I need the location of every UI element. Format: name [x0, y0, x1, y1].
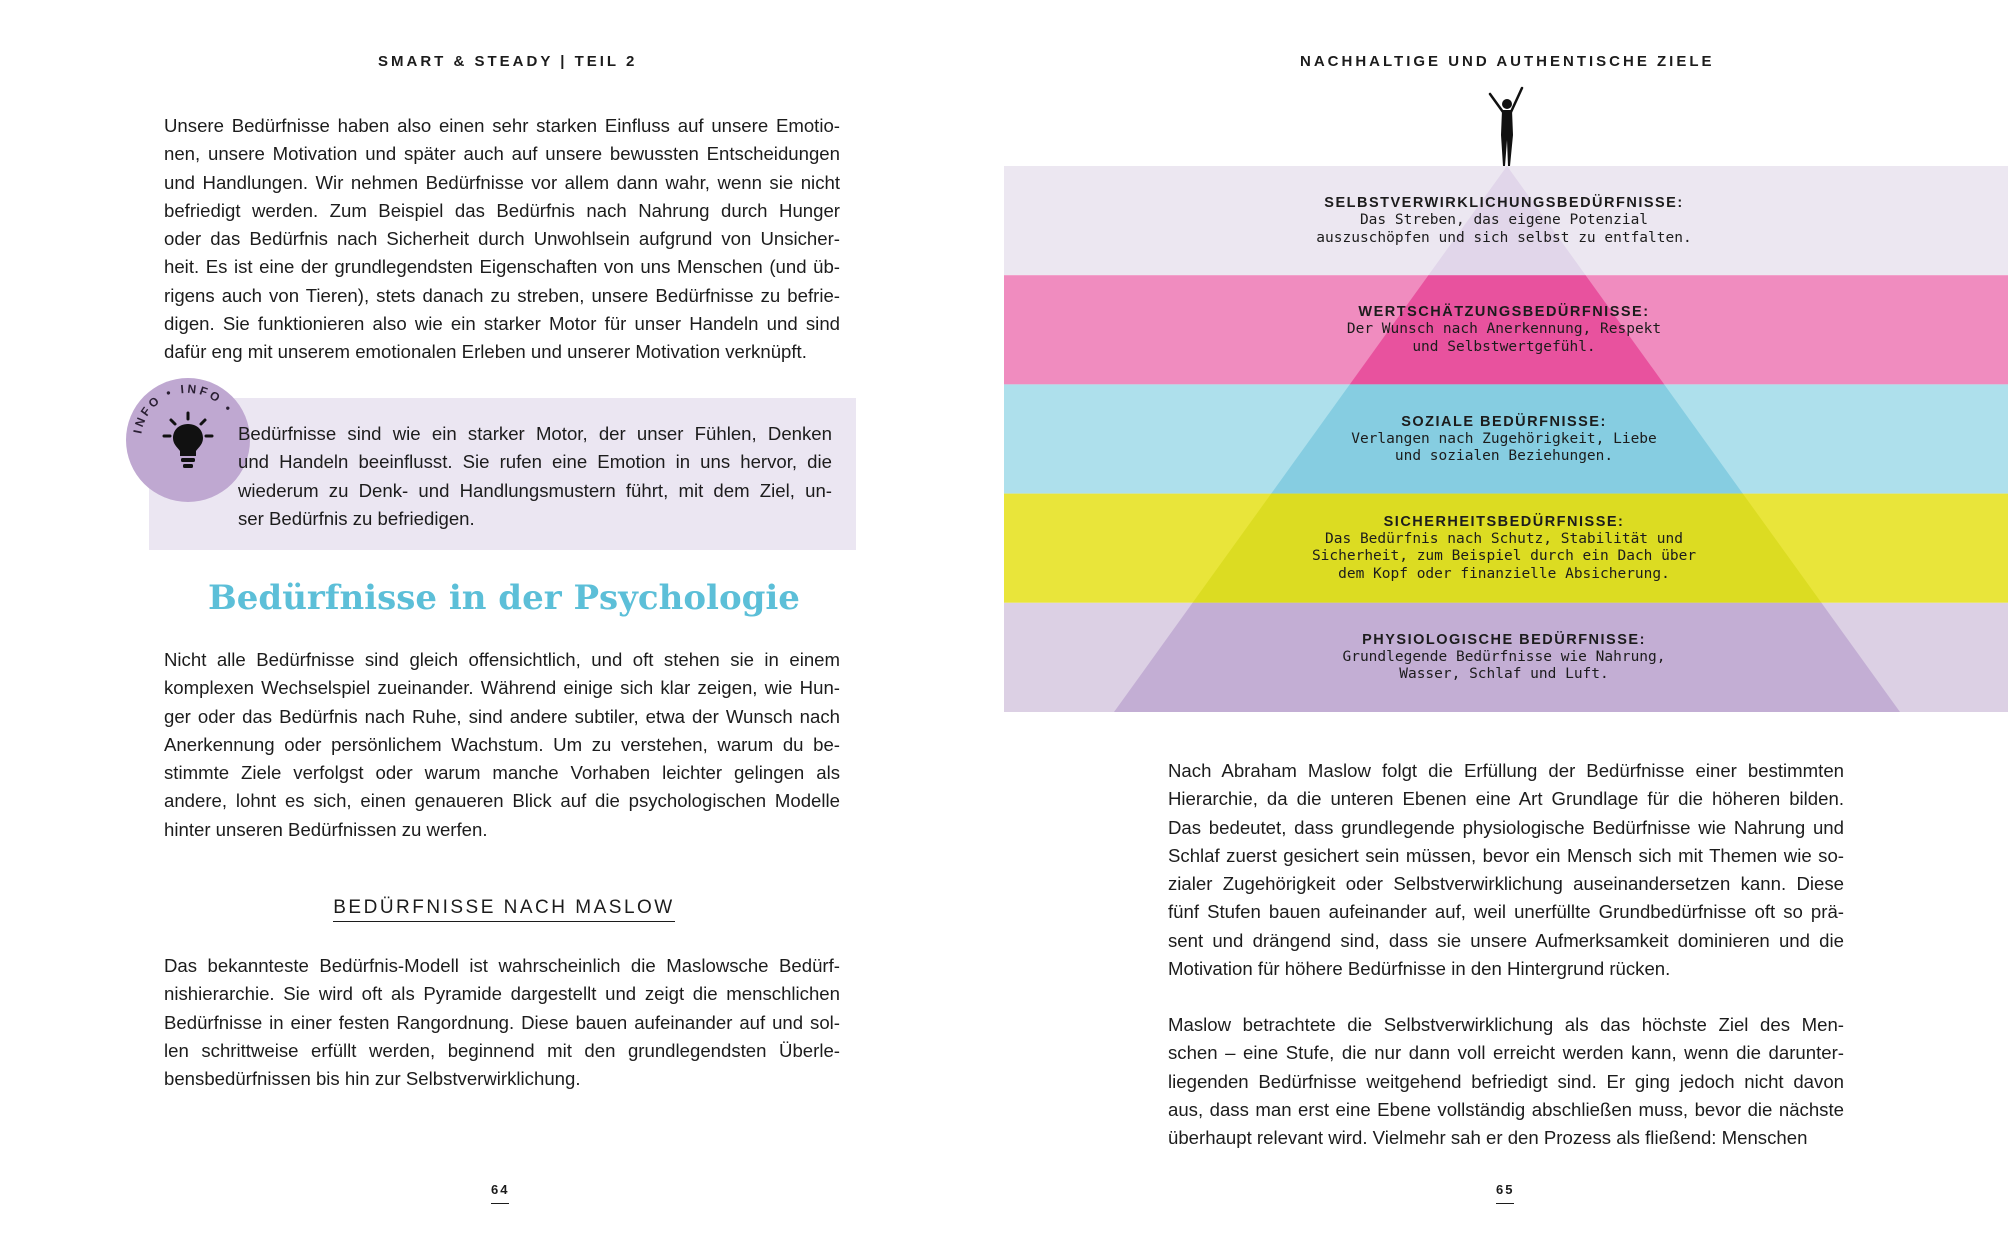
text-line: bensbedürfnissen bis hin zur Selbstverwirklichung.	[164, 1068, 581, 1090]
text-line: Das bedeutet, dass grundlegende physiologische Bedürfnisse wie Nahrung und	[1168, 816, 1844, 838]
text-line: rigens auch von Tieren), stets danach zu streben, unsere Bedürfnisse zu befrie-	[164, 284, 840, 306]
svg-text:INFO • INFO •: INFO • INFO •	[130, 381, 237, 435]
pyramid-level-label	[1244, 194, 1764, 247]
page-number-left: 64	[491, 1182, 509, 1204]
text-line: Hierarchie, da die unteren Ebenen eine Art Grundlage für die höheren bilden.	[1168, 788, 1844, 810]
text-line: Das bekannteste Bedürfnis-Modell ist wahrscheinlich die Maslowsche Bedürf-	[164, 955, 840, 976]
text-line: befriedigt werden. Zum Beispiel das Bedürfnis nach Nahrung durch Hunger	[164, 199, 840, 221]
pyramid-level-description: Das Bedürfnis nach Schutz, Stabilität und	[1325, 530, 1683, 547]
pyramid-level-title: WERTSCHÄTZUNGSBEDÜRFNISSE:	[1358, 304, 1650, 321]
text-line: und Handlungen. Wir nehmen Bedürfnisse vor allem dann wahr, wenn sie nicht	[164, 171, 840, 193]
pyramid-level-description: und sozialen Beziehungen.	[1394, 448, 1614, 464]
maslow-paragraph	[164, 952, 840, 1093]
intro-paragraph	[164, 112, 840, 367]
text-line: andere, lohnt es sich, einen genaueren Blick auf die psychologischen Modelle	[164, 790, 840, 812]
text-line: schen – eine Stufe, die nur dann voll erreicht werden kann, wenn die darunter-	[1168, 1042, 1844, 1064]
section-title: Bedürfnisse in der Psychologie	[208, 578, 800, 618]
text-line: nen, unsere Motivation und später auch auf unsere bewussten Entscheidungen	[164, 143, 840, 165]
pyramid-level-title: PHYSIOLOGISCHE BEDÜRFNISSE:	[1362, 631, 1646, 648]
text-line: digen. Sie funktionieren also wie ein starker Motor für unser Handeln und sind	[164, 313, 840, 335]
text-line: nishierarchie. Sie wird oft als Pyramide dargestellt und zeigt die menschlichen	[164, 983, 840, 1005]
text-line: Schlaf zuerst gesichert sein müssen, bevor ein Mensch sich mit Themen wie so-	[1168, 844, 1844, 866]
person-figure-icon	[1490, 88, 1522, 166]
pyramid-level-description: und Selbstwertgefühl.	[1412, 338, 1596, 355]
info-text	[238, 420, 832, 533]
subheading-maslow	[164, 897, 844, 919]
pyramid-level-description: Der Wunsch nach Anerkennung, Respekt	[1346, 321, 1662, 338]
text-line: liegenden Bedürfnisse weitgehend befriedigt sind. Er ging jedoch nicht davon	[1168, 1070, 1844, 1092]
text-line: sent und drängend sind, dass sie unsere Aufmerksamkeit dominieren und die	[1168, 929, 1844, 951]
text-line: Maslow betrachtete die Selbstverwirklichung als das höchste Ziel des Men-	[1168, 1014, 1844, 1035]
pyramid-level-label	[1244, 513, 1764, 584]
pyramid-level-description: Sicherheit, zum Beispiel durch ein Dach über	[1311, 548, 1697, 565]
pyramid-level-description: Wasser, Schlaf und Luft.	[1399, 666, 1609, 683]
pyramid-level-title: SELBSTVERWIRKLICHUNGSBEDÜRFNISSE:	[1324, 195, 1684, 212]
text-line: Motivation für höhere Bedürfnisse in den Hintergrund rücken.	[1168, 958, 1671, 980]
pyramid-level-description: Das Streben, das eigene Potenzial	[1359, 212, 1649, 229]
text-line: komplexen Wechselspiel zueinander. Während einige sich klar zeigen, wie Hun-	[164, 677, 840, 699]
text-line: Bedürfnisse in einer festen Rangordnung. Diese bauen aufeinander auf und sol-	[164, 1011, 840, 1033]
text-line: zialer Zugehörigkeit oder Selbstverwirklichung auseinandersetzen kann. Diese	[1168, 873, 1844, 895]
section-paragraph	[164, 646, 840, 844]
subheading-text: BEDÜRFNISSE NACH MASLOW	[333, 897, 674, 922]
pyramid-level-label	[1244, 631, 1764, 684]
text-line: Anerkennung oder persönlichem Wachstum. Um zu verstehen, warum du be-	[164, 733, 840, 755]
text-line: aus, dass man erst eine Ebene vollständig abschließen muss, bevor die nächste	[1168, 1098, 1844, 1120]
pyramid-level-description: auszuschöpfen und sich selbst zu entfalten.	[1316, 229, 1692, 246]
text-line: wiederum zu Denk- und Handlungsmustern führt, mit dem Ziel, un-	[238, 479, 832, 501]
page-number-right: 65	[1496, 1182, 1514, 1204]
text-line: überhaupt relevant wird. Vielmehr sah er den Prozess als fließend: Menschen	[1168, 1127, 1808, 1149]
text-line: stimmte Ziele verfolgst oder warum manche Vorhaben leichter gelingen als	[164, 762, 840, 784]
pyramid-level-description: Verlangen nach Zugehörigkeit, Liebe	[1351, 430, 1657, 447]
text-line: ger oder das Bedürfnis nach Ruhe, sind andere subtiler, etwa der Wunsch nach	[164, 705, 840, 727]
text-line: Bedürfnisse sind wie ein starker Motor, der unser Fühlen, Denken	[238, 423, 832, 444]
info-badge	[126, 378, 250, 502]
running-head-left: SMART & STEADY | TEIL 2	[378, 53, 638, 70]
pyramid-level-description: dem Kopf oder finanzielle Absicherung.	[1338, 565, 1670, 582]
pyramid-level-label	[1244, 413, 1764, 466]
text-line: Unsere Bedürfnisse haben also einen sehr starken Einfluss auf unsere Emotio-	[164, 115, 840, 136]
body-paragraph-1	[1168, 757, 1844, 983]
text-line: len schrittweise erfüllt werden, beginnend mit den grundlegendsten Überle-	[164, 1039, 840, 1061]
pyramid-level-title: SOZIALE BEDÜRFNISSE:	[1401, 413, 1607, 430]
running-head-right: NACHHALTIGE UND AUTHENTISCHE ZIELE	[1300, 53, 1715, 70]
text-line: fünf Stufen bauen aufeinander auf, weil unerfüllte Grundbedürfnisse oft so prä-	[1168, 901, 1844, 923]
text-line: Nach Abraham Maslow folgt die Erfüllung der Bedürfnisse einer bestimmten	[1168, 760, 1844, 781]
pyramid-level-label	[1244, 303, 1764, 356]
pyramid-graphic	[1004, 80, 2008, 720]
text-line: hinter unseren Bedürfnissen zu werfen.	[164, 818, 488, 840]
body-paragraph-2	[1168, 1011, 1844, 1152]
text-line: heit. Es ist eine der grundlegendsten Eigenschaften von uns Menschen (und üb-	[164, 256, 840, 278]
text-line: Nicht alle Bedürfnisse sind gleich offensichtlich, und oft stehen sie in einem	[164, 649, 840, 670]
text-line: ser Bedürfnis zu befriedigen.	[238, 507, 475, 529]
pyramid-level-title: SICHERHEITSBEDÜRFNISSE:	[1383, 513, 1625, 530]
pyramid-level-description: Grundlegende Bedürfnisse wie Nahrung,	[1342, 648, 1666, 665]
text-line: und Handeln beeinflusst. Sie rufen eine Emotion in uns hervor, die	[238, 451, 832, 473]
maslow-pyramid	[1004, 80, 2008, 720]
text-line: oder das Bedürfnis nach Sicherheit durch Unwohlsein aufgrund von Unsicher-	[164, 228, 840, 250]
text-line: dafür eng mit unserem emotionalen Erleben und unserer Motivation verknüpft.	[164, 341, 807, 363]
lightbulb-icon	[126, 378, 250, 502]
